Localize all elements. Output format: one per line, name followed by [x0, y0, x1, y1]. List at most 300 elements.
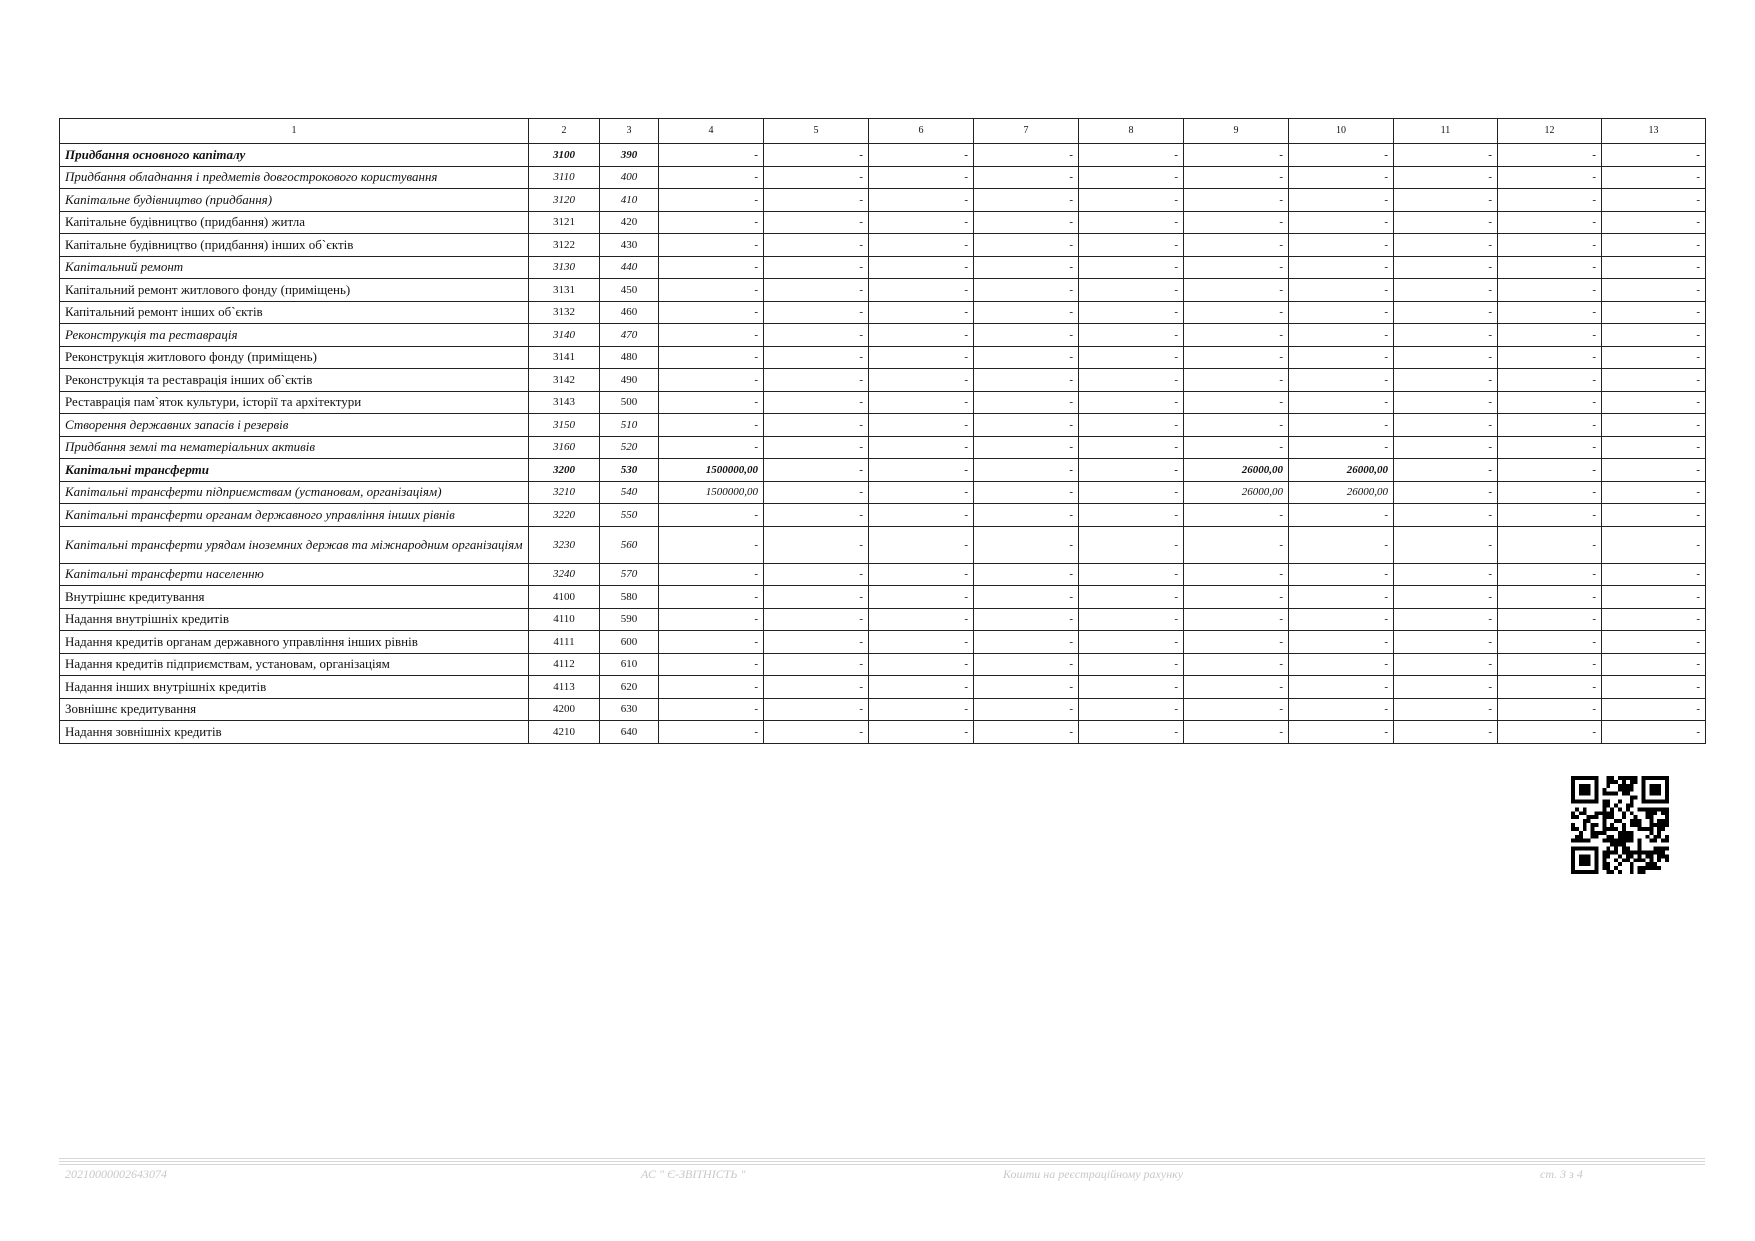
row-value: - — [1498, 676, 1602, 699]
row-value: - — [1394, 324, 1498, 347]
row-code: 560 — [600, 526, 659, 563]
row-value: - — [869, 256, 974, 279]
table-row — [60, 166, 1706, 189]
row-value: - — [1289, 189, 1394, 212]
row-name: Зовнішнє кредитування — [60, 698, 529, 721]
row-value: - — [1079, 391, 1184, 414]
row-value: - — [1602, 676, 1706, 699]
row-name: Капітальні трансферти підприємствам (установам, організаціям) — [60, 481, 529, 504]
row-name: Надання кредитів підприємствам, установам, організаціям — [60, 653, 529, 676]
row-value: - — [974, 256, 1079, 279]
table-row — [60, 653, 1706, 676]
row-value: - — [869, 526, 974, 563]
row-value: - — [1602, 414, 1706, 437]
row-value: - — [869, 676, 974, 699]
row-value: - — [869, 346, 974, 369]
column-number-1: 1 — [60, 119, 529, 144]
row-value: - — [1289, 301, 1394, 324]
row-value: - — [1394, 608, 1498, 631]
row-kekv: 3120 — [529, 189, 600, 212]
row-value: - — [1079, 346, 1184, 369]
row-value: - — [1289, 414, 1394, 437]
row-value: - — [1184, 301, 1289, 324]
row-name: Надання внутрішніх кредитів — [60, 608, 529, 631]
row-value: - — [659, 301, 764, 324]
row-value: - — [764, 459, 869, 482]
row-value: - — [1184, 256, 1289, 279]
row-value: - — [1289, 653, 1394, 676]
row-name: Створення державних запасів і резервів — [60, 414, 529, 437]
row-value: - — [1498, 234, 1602, 257]
row-value: - — [869, 211, 974, 234]
row-value: - — [1394, 301, 1498, 324]
table-row — [60, 436, 1706, 459]
row-value: - — [1498, 608, 1602, 631]
row-value: - — [764, 608, 869, 631]
row-value: - — [1498, 211, 1602, 234]
row-value: - — [1602, 698, 1706, 721]
report-table — [59, 118, 1706, 744]
row-value: - — [1184, 436, 1289, 459]
row-value: - — [974, 608, 1079, 631]
row-code: 510 — [600, 414, 659, 437]
row-value: - — [1602, 608, 1706, 631]
row-value: - — [1289, 698, 1394, 721]
row-code: 410 — [600, 189, 659, 212]
row-value: - — [1602, 459, 1706, 482]
row-value: - — [974, 346, 1079, 369]
row-value: - — [1184, 721, 1289, 744]
column-number-8: 8 — [1079, 119, 1184, 144]
row-value: - — [1184, 234, 1289, 257]
row-kekv: 4200 — [529, 698, 600, 721]
row-value: - — [1289, 324, 1394, 347]
row-code: 500 — [600, 391, 659, 414]
row-value: - — [1394, 436, 1498, 459]
row-kekv: 3132 — [529, 301, 600, 324]
row-value: - — [764, 676, 869, 699]
row-value: - — [1498, 414, 1602, 437]
row-name: Реставрація пам`яток культури, історії та архітектури — [60, 391, 529, 414]
row-value: - — [659, 698, 764, 721]
row-value: - — [1289, 369, 1394, 392]
row-value: - — [764, 279, 869, 302]
row-name: Надання кредитів органам державного управління інших рівнів — [60, 631, 529, 654]
row-value: 26000,00 — [1289, 459, 1394, 482]
row-value: - — [1394, 346, 1498, 369]
row-value: - — [1602, 721, 1706, 744]
table-row — [60, 189, 1706, 212]
row-value: - — [1498, 586, 1602, 609]
table-row — [60, 256, 1706, 279]
table-body — [60, 144, 1706, 744]
row-value: - — [659, 144, 764, 167]
row-value: - — [764, 144, 869, 167]
row-value: - — [1602, 481, 1706, 504]
row-value: - — [764, 414, 869, 437]
row-value: - — [1498, 279, 1602, 302]
row-value: - — [1184, 608, 1289, 631]
row-value: - — [1602, 211, 1706, 234]
row-value: - — [1289, 676, 1394, 699]
row-value: - — [1498, 526, 1602, 563]
qr-code — [1571, 776, 1669, 874]
row-code: 570 — [600, 563, 659, 586]
row-value: - — [1394, 144, 1498, 167]
row-code: 450 — [600, 279, 659, 302]
row-value: - — [869, 189, 974, 212]
row-value: - — [1498, 256, 1602, 279]
row-value: - — [1602, 166, 1706, 189]
row-value: - — [1079, 631, 1184, 654]
row-code: 490 — [600, 369, 659, 392]
row-value: - — [659, 279, 764, 302]
table-row — [60, 563, 1706, 586]
row-value: - — [974, 653, 1079, 676]
table-row — [60, 144, 1706, 167]
footer-divider — [59, 1158, 1705, 1167]
row-value: - — [1394, 676, 1498, 699]
row-value: - — [1289, 256, 1394, 279]
row-value: - — [1394, 526, 1498, 563]
row-value: - — [1184, 279, 1289, 302]
row-value: - — [974, 631, 1079, 654]
row-value: - — [1079, 504, 1184, 527]
row-kekv: 3150 — [529, 414, 600, 437]
row-value: - — [1184, 189, 1289, 212]
column-number-2: 2 — [529, 119, 600, 144]
row-code: 530 — [600, 459, 659, 482]
row-value: - — [1184, 391, 1289, 414]
row-value: - — [659, 211, 764, 234]
row-name: Капітальний ремонт — [60, 256, 529, 279]
row-value: - — [764, 653, 869, 676]
row-value: - — [1079, 436, 1184, 459]
row-kekv: 4112 — [529, 653, 600, 676]
row-value: - — [764, 631, 869, 654]
column-number-11: 11 — [1394, 119, 1498, 144]
row-value: - — [1394, 504, 1498, 527]
row-value: - — [1184, 653, 1289, 676]
row-value: - — [1394, 481, 1498, 504]
row-value: - — [1394, 459, 1498, 482]
row-value: - — [1498, 301, 1602, 324]
row-code: 550 — [600, 504, 659, 527]
row-value: - — [974, 189, 1079, 212]
row-value: - — [869, 586, 974, 609]
row-value: - — [1394, 211, 1498, 234]
row-value: - — [659, 166, 764, 189]
row-code: 420 — [600, 211, 659, 234]
row-value: - — [869, 653, 974, 676]
row-value: - — [974, 504, 1079, 527]
row-value: - — [1498, 481, 1602, 504]
row-value: - — [1184, 369, 1289, 392]
row-value: - — [1079, 211, 1184, 234]
row-kekv: 4100 — [529, 586, 600, 609]
row-code: 580 — [600, 586, 659, 609]
row-value: - — [1498, 324, 1602, 347]
row-value: - — [974, 698, 1079, 721]
row-value: - — [869, 721, 974, 744]
row-value: - — [1498, 721, 1602, 744]
row-value: - — [764, 256, 869, 279]
table-row — [60, 346, 1706, 369]
row-value: - — [869, 234, 974, 257]
row-value: - — [1498, 698, 1602, 721]
row-value: - — [1079, 414, 1184, 437]
row-value: - — [1602, 436, 1706, 459]
row-value: - — [1079, 256, 1184, 279]
table-row — [60, 414, 1706, 437]
row-value: - — [1184, 324, 1289, 347]
row-value: - — [1184, 166, 1289, 189]
row-value: - — [1394, 631, 1498, 654]
row-value: - — [1498, 504, 1602, 527]
row-value: - — [1498, 459, 1602, 482]
row-name: Внутрішнє кредитування — [60, 586, 529, 609]
row-value: - — [1079, 653, 1184, 676]
footer-doc-id: 20210000002643074 — [65, 1167, 167, 1181]
row-value: - — [764, 211, 869, 234]
row-value: - — [764, 504, 869, 527]
row-code: 620 — [600, 676, 659, 699]
table-row — [60, 608, 1706, 631]
row-value: - — [1602, 563, 1706, 586]
row-value: - — [1394, 586, 1498, 609]
row-value: - — [1184, 414, 1289, 437]
row-value: - — [1184, 698, 1289, 721]
row-value: - — [1079, 698, 1184, 721]
row-value: - — [1289, 144, 1394, 167]
row-value: - — [974, 166, 1079, 189]
row-value: - — [1289, 234, 1394, 257]
row-value: - — [1394, 698, 1498, 721]
row-name: Реконструкція та реставрація інших об`єктів — [60, 369, 529, 392]
row-value: - — [1394, 414, 1498, 437]
row-value: 1500000,00 — [659, 459, 764, 482]
row-name: Капітальний ремонт житлового фонду (приміщень) — [60, 279, 529, 302]
row-value: - — [1602, 189, 1706, 212]
row-value: 26000,00 — [1184, 459, 1289, 482]
row-kekv: 3240 — [529, 563, 600, 586]
row-value: - — [1289, 721, 1394, 744]
row-value: - — [764, 721, 869, 744]
row-code: 540 — [600, 481, 659, 504]
row-code: 590 — [600, 608, 659, 631]
row-value: - — [1602, 279, 1706, 302]
row-value: - — [1602, 369, 1706, 392]
row-value: - — [869, 279, 974, 302]
row-kekv: 3100 — [529, 144, 600, 167]
row-kekv: 3141 — [529, 346, 600, 369]
row-name: Капітальні трансферти — [60, 459, 529, 482]
row-value: - — [764, 346, 869, 369]
row-value: - — [1079, 324, 1184, 347]
row-name: Придбання обладнання і предметів довгострокового користування — [60, 166, 529, 189]
column-number-3: 3 — [600, 119, 659, 144]
row-value: - — [1184, 504, 1289, 527]
row-value: - — [974, 526, 1079, 563]
row-value: - — [1079, 586, 1184, 609]
row-kekv: 3122 — [529, 234, 600, 257]
row-value: - — [1184, 563, 1289, 586]
row-value: - — [1184, 676, 1289, 699]
row-value: - — [1289, 166, 1394, 189]
row-value: - — [974, 391, 1079, 414]
row-value: - — [974, 676, 1079, 699]
row-name: Придбання основного капіталу — [60, 144, 529, 167]
row-value: - — [1184, 346, 1289, 369]
row-name: Надання інших внутрішніх кредитів — [60, 676, 529, 699]
table-row — [60, 481, 1706, 504]
row-value: - — [1289, 346, 1394, 369]
row-value: - — [1602, 586, 1706, 609]
row-code: 440 — [600, 256, 659, 279]
row-value: - — [1079, 481, 1184, 504]
row-value: - — [1498, 563, 1602, 586]
row-value: - — [1498, 436, 1602, 459]
row-value: - — [764, 586, 869, 609]
table-row — [60, 211, 1706, 234]
row-value: - — [869, 608, 974, 631]
row-name: Надання зовнішніх кредитів — [60, 721, 529, 744]
column-number-9: 9 — [1184, 119, 1289, 144]
row-value: - — [659, 526, 764, 563]
row-value: - — [1184, 586, 1289, 609]
row-value: - — [1602, 391, 1706, 414]
row-value: - — [974, 211, 1079, 234]
row-kekv: 3220 — [529, 504, 600, 527]
column-number-5: 5 — [764, 119, 869, 144]
row-value: - — [659, 504, 764, 527]
row-code: 610 — [600, 653, 659, 676]
row-value: - — [1498, 631, 1602, 654]
row-value: - — [1498, 189, 1602, 212]
row-value: - — [1079, 166, 1184, 189]
row-value: - — [764, 189, 869, 212]
table-row — [60, 676, 1706, 699]
row-value: - — [659, 234, 764, 257]
row-code: 460 — [600, 301, 659, 324]
row-value: - — [1289, 608, 1394, 631]
row-value: - — [974, 234, 1079, 257]
row-value: - — [974, 144, 1079, 167]
table-row — [60, 586, 1706, 609]
table-row — [60, 459, 1706, 482]
row-value: - — [869, 414, 974, 437]
row-value: 1500000,00 — [659, 481, 764, 504]
row-code: 400 — [600, 166, 659, 189]
row-value: - — [869, 504, 974, 527]
row-value: - — [869, 563, 974, 586]
row-value: - — [1602, 144, 1706, 167]
row-value: - — [659, 369, 764, 392]
row-kekv: 3160 — [529, 436, 600, 459]
row-name: Капітальні трансферти урядам іноземних держав та міжнародним організаціям — [60, 526, 529, 563]
row-value: - — [1289, 211, 1394, 234]
row-kekv: 3143 — [529, 391, 600, 414]
row-kekv: 3210 — [529, 481, 600, 504]
row-value: - — [1498, 391, 1602, 414]
row-value: - — [1289, 391, 1394, 414]
row-value: - — [1602, 324, 1706, 347]
row-value: - — [1498, 166, 1602, 189]
row-value: - — [659, 256, 764, 279]
row-kekv: 3200 — [529, 459, 600, 482]
row-code: 390 — [600, 144, 659, 167]
row-value: - — [869, 144, 974, 167]
row-value: - — [764, 481, 869, 504]
row-value: - — [1184, 211, 1289, 234]
row-name: Капітальні трансферти органам державного управління інших рівнів — [60, 504, 529, 527]
row-kekv: 3131 — [529, 279, 600, 302]
row-value: - — [1602, 346, 1706, 369]
row-code: 640 — [600, 721, 659, 744]
row-value: - — [1289, 631, 1394, 654]
row-value: - — [1289, 563, 1394, 586]
row-value: - — [1079, 279, 1184, 302]
row-value: - — [1602, 526, 1706, 563]
row-value: - — [1394, 279, 1498, 302]
row-value: - — [974, 436, 1079, 459]
row-value: - — [1079, 721, 1184, 744]
row-kekv: 4111 — [529, 631, 600, 654]
row-value: - — [869, 166, 974, 189]
row-value: - — [1079, 608, 1184, 631]
row-value: - — [1184, 526, 1289, 563]
row-value: - — [1289, 279, 1394, 302]
row-code: 600 — [600, 631, 659, 654]
row-name: Капітальні трансферти населенню — [60, 563, 529, 586]
row-code: 520 — [600, 436, 659, 459]
row-value: - — [974, 301, 1079, 324]
row-value: - — [1079, 234, 1184, 257]
row-value: - — [659, 436, 764, 459]
row-kekv: 3110 — [529, 166, 600, 189]
table-row — [60, 324, 1706, 347]
row-name: Придбання землі та нематеріальних активів — [60, 436, 529, 459]
row-value: - — [1602, 631, 1706, 654]
row-value: - — [1602, 504, 1706, 527]
table-row — [60, 698, 1706, 721]
row-value: - — [659, 189, 764, 212]
column-number-13: 13 — [1602, 119, 1706, 144]
row-value: - — [1602, 653, 1706, 676]
row-name: Капітальний ремонт інших об`єктів — [60, 301, 529, 324]
row-value: - — [1394, 234, 1498, 257]
row-value: - — [764, 301, 869, 324]
row-value: - — [1394, 721, 1498, 744]
row-value: - — [764, 234, 869, 257]
row-code: 430 — [600, 234, 659, 257]
row-value: - — [974, 481, 1079, 504]
row-kekv: 3142 — [529, 369, 600, 392]
row-kekv: 4210 — [529, 721, 600, 744]
row-value: - — [1394, 166, 1498, 189]
row-value: - — [659, 676, 764, 699]
table-row — [60, 301, 1706, 324]
column-number-7: 7 — [974, 119, 1079, 144]
row-value: - — [869, 391, 974, 414]
table-row — [60, 526, 1706, 563]
table-row — [60, 504, 1706, 527]
row-name: Капітальне будівництво (придбання) житла — [60, 211, 529, 234]
row-value: - — [1079, 526, 1184, 563]
row-value: - — [1184, 144, 1289, 167]
row-value: - — [869, 301, 974, 324]
row-value: - — [1498, 144, 1602, 167]
